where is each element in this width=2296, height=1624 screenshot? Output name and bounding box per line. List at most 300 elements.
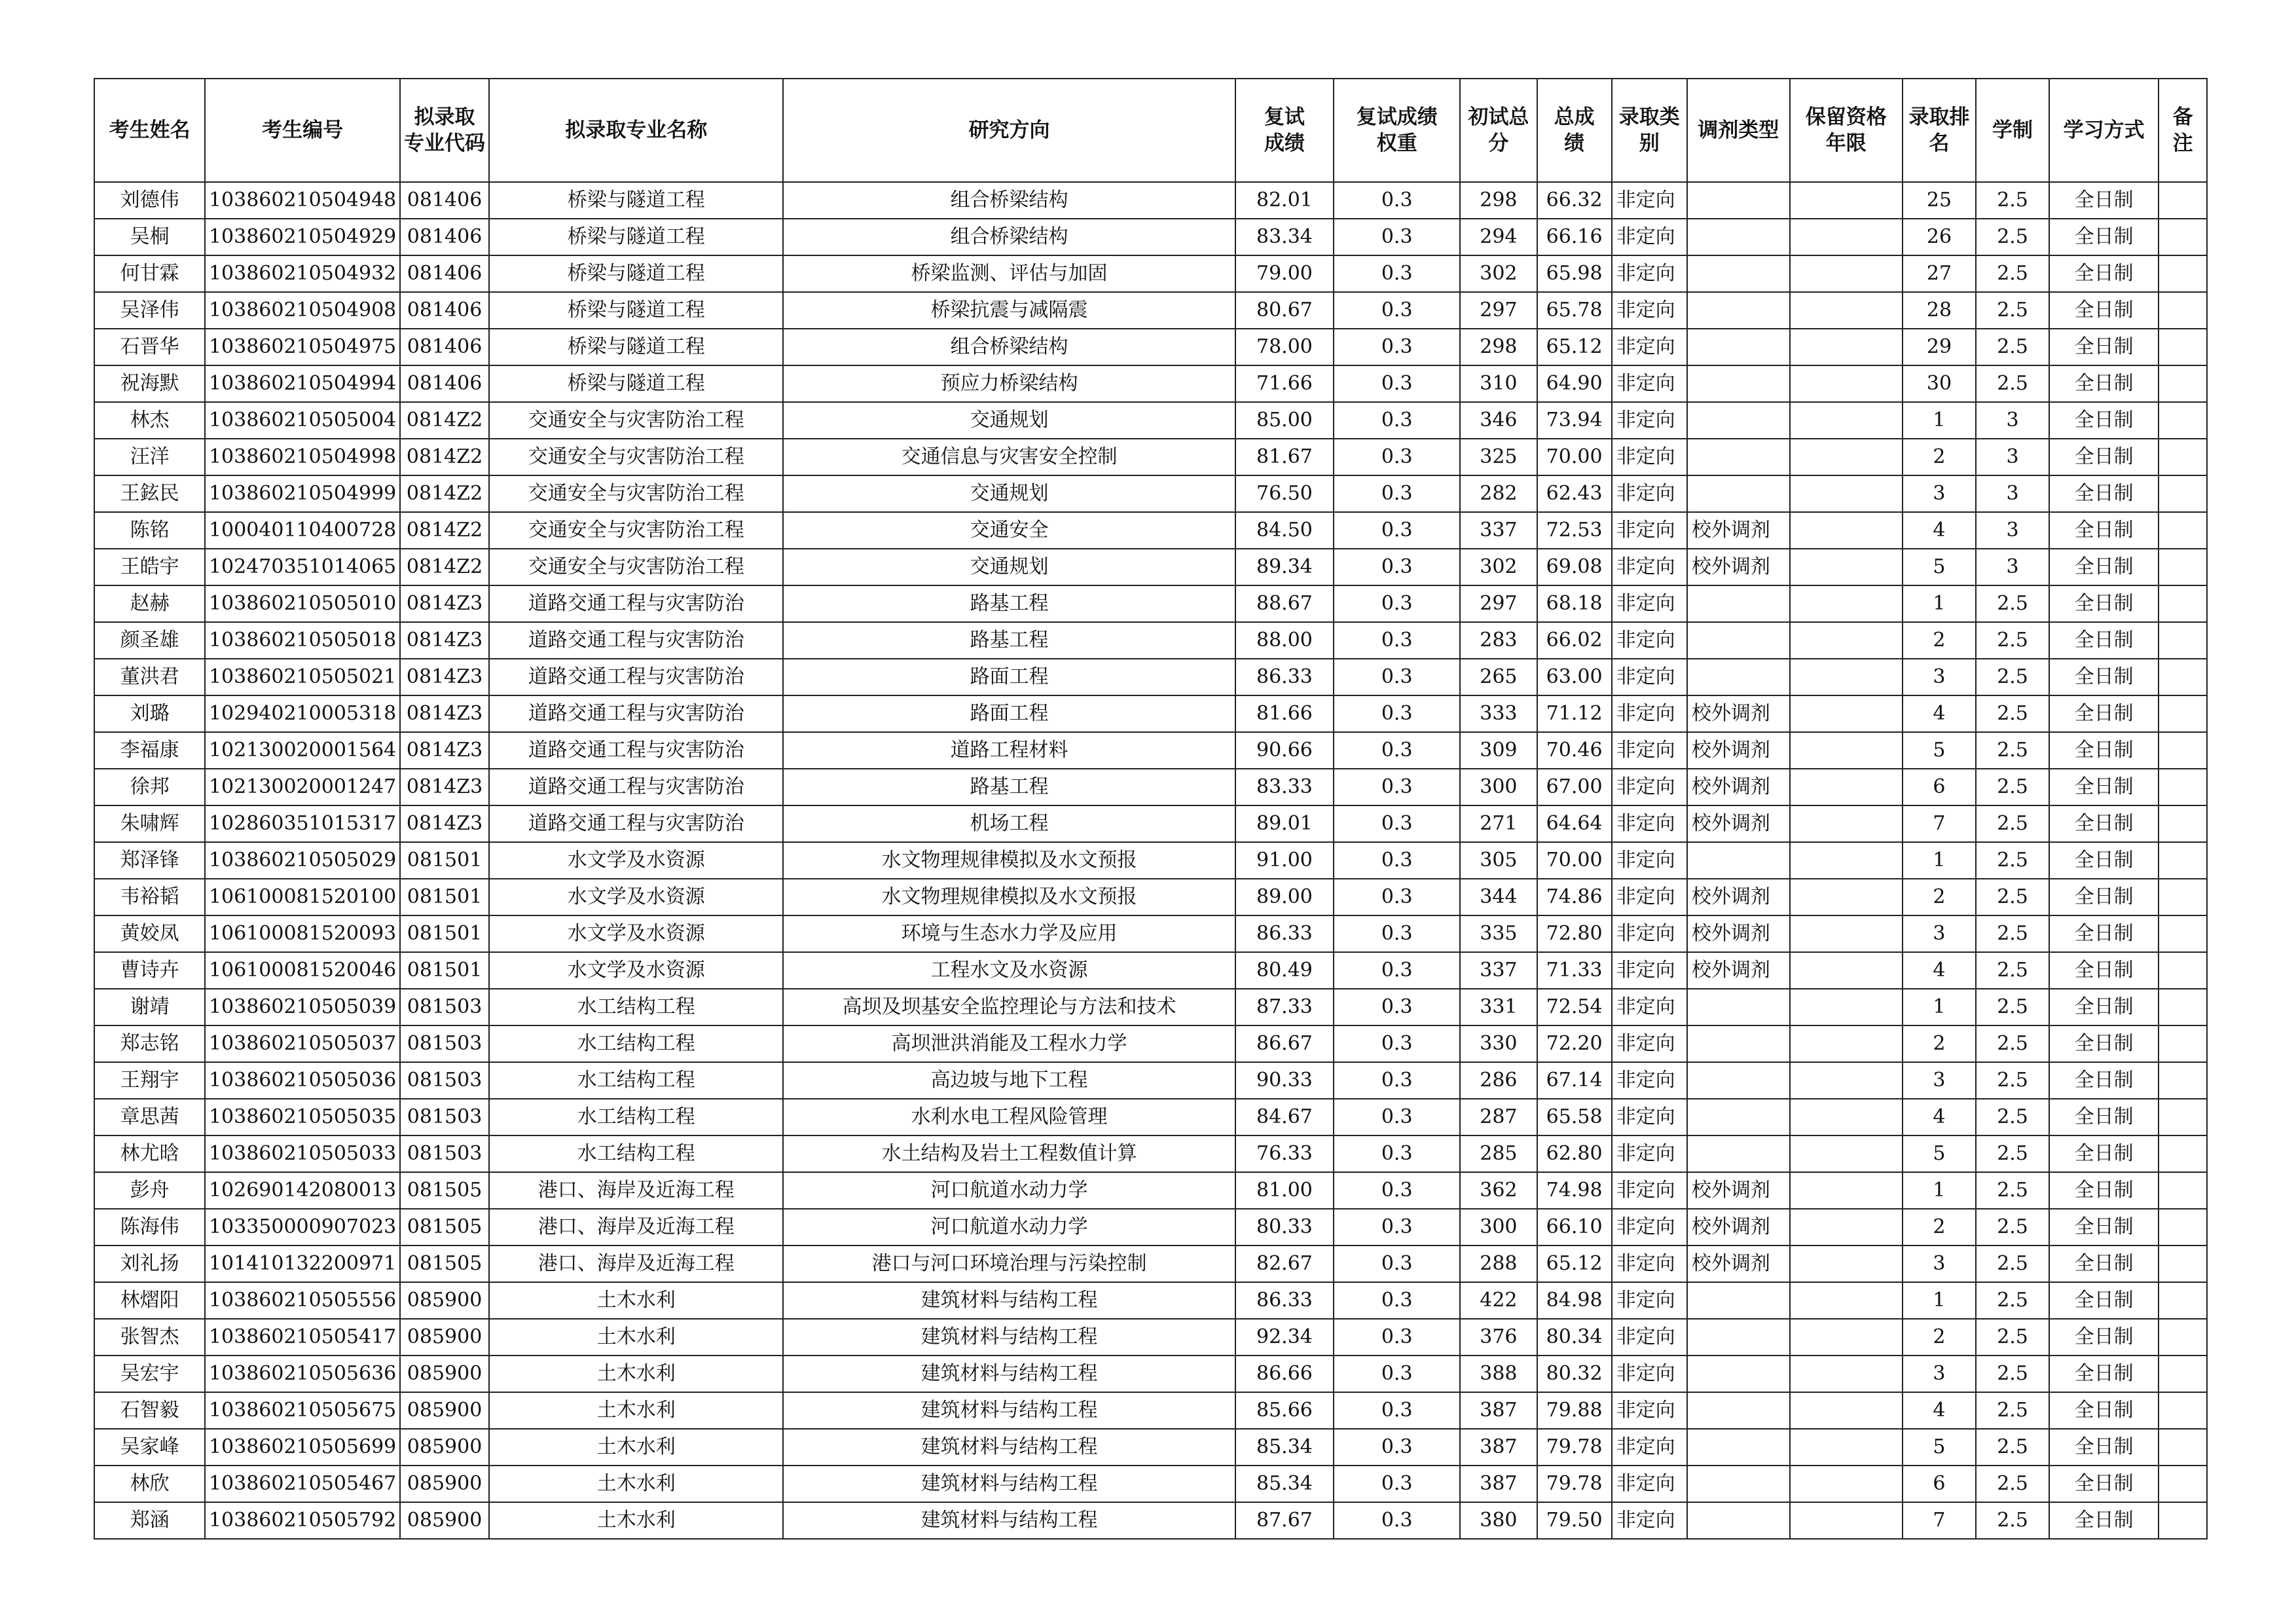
table-cell: 87.33 <box>1235 989 1334 1025</box>
table-cell: 081406 <box>400 292 489 329</box>
table-cell: 325 <box>1460 439 1537 475</box>
table-cell <box>1687 1062 1790 1099</box>
table-cell: 330 <box>1460 1025 1537 1062</box>
table-cell: 0.3 <box>1334 989 1460 1025</box>
table-cell <box>1687 365 1790 402</box>
table-cell: 081503 <box>400 1099 489 1135</box>
table-cell: 全日制 <box>2049 512 2159 549</box>
table-cell <box>1790 1392 1903 1429</box>
table-cell: 0.3 <box>1334 879 1460 915</box>
table-cell: 土木水利 <box>489 1356 783 1392</box>
table-cell <box>1790 842 1903 879</box>
table-cell: 101410132200971 <box>205 1246 400 1282</box>
table-cell: 1 <box>1903 585 1976 622</box>
table-cell: 校外调剂 <box>1687 805 1790 842</box>
table-cell: 非定向 <box>1612 732 1687 769</box>
table-cell <box>1790 915 1903 952</box>
table-cell: 4 <box>1903 952 1976 989</box>
table-cell <box>2159 1172 2207 1209</box>
table-cell: 4 <box>1903 1392 1976 1429</box>
table-cell: 89.00 <box>1235 879 1334 915</box>
table-cell: 建筑材料与结构工程 <box>783 1282 1235 1319</box>
table-cell <box>1687 842 1790 879</box>
table-cell: 103350000907023 <box>205 1209 400 1246</box>
table-cell <box>1790 182 1903 219</box>
table-cell: 水土结构及岩土工程数值计算 <box>783 1135 1235 1172</box>
table-cell <box>1687 1319 1790 1356</box>
table-cell: 288 <box>1460 1246 1537 1282</box>
table-row <box>94 1429 2207 1466</box>
table-cell <box>2159 732 2207 769</box>
table-cell <box>2159 182 2207 219</box>
table-cell: 建筑材料与结构工程 <box>783 1466 1235 1502</box>
table-cell: 69.08 <box>1537 549 1612 585</box>
table-cell: 1 <box>1903 1282 1976 1319</box>
table-cell: 5 <box>1903 1429 1976 1466</box>
table-cell: 88.67 <box>1235 585 1334 622</box>
table-cell: 103860210505036 <box>205 1062 400 1099</box>
table-cell: 0814Z2 <box>400 402 489 439</box>
table-cell: 全日制 <box>2049 915 2159 952</box>
table-cell: 0.3 <box>1334 512 1460 549</box>
table-cell: 3 <box>1976 402 2049 439</box>
table-row <box>94 1025 2207 1062</box>
table-cell: 081406 <box>400 255 489 292</box>
table-cell: 道路交通工程与灾害防治 <box>489 695 783 732</box>
table-cell: 机场工程 <box>783 805 1235 842</box>
table-cell <box>1790 659 1903 695</box>
table-cell: 5 <box>1903 1135 1976 1172</box>
table-cell <box>1687 585 1790 622</box>
table-cell: 非定向 <box>1612 365 1687 402</box>
table-cell: 郑泽锋 <box>94 842 205 879</box>
table-cell <box>1790 732 1903 769</box>
table-cell: 103860210505039 <box>205 989 400 1025</box>
table-cell: 非定向 <box>1612 1319 1687 1356</box>
table-cell: 水文学及水资源 <box>489 842 783 879</box>
table-cell: 103860210504998 <box>205 439 400 475</box>
table-cell <box>1687 622 1790 659</box>
table-cell: 68.18 <box>1537 585 1612 622</box>
table-cell: 3 <box>1976 512 2049 549</box>
table-cell: 全日制 <box>2049 219 2159 255</box>
table-cell <box>1790 1282 1903 1319</box>
table-cell: 88.00 <box>1235 622 1334 659</box>
table-cell: 085900 <box>400 1392 489 1429</box>
table-cell: 校外调剂 <box>1687 549 1790 585</box>
table-cell: 校外调剂 <box>1687 1246 1790 1282</box>
table-cell: 校外调剂 <box>1687 512 1790 549</box>
table-cell: 路基工程 <box>783 585 1235 622</box>
table-cell: 0.3 <box>1334 805 1460 842</box>
table-cell: 非定向 <box>1612 805 1687 842</box>
table-cell: 非定向 <box>1612 659 1687 695</box>
table-cell: 66.16 <box>1537 219 1612 255</box>
table-cell: 103860210504929 <box>205 219 400 255</box>
table-cell: 交通安全与灾害防治工程 <box>489 475 783 512</box>
table-cell: 66.10 <box>1537 1209 1612 1246</box>
table-cell: 103860210505021 <box>205 659 400 695</box>
table-cell: 校外调剂 <box>1687 695 1790 732</box>
table-cell: 0814Z2 <box>400 439 489 475</box>
column-header: 研究方向 <box>783 79 1235 182</box>
table-cell: 0.3 <box>1334 585 1460 622</box>
column-header: 保留资格 年限 <box>1790 79 1903 182</box>
table-cell: 76.50 <box>1235 475 1334 512</box>
table-cell: 0.3 <box>1334 769 1460 805</box>
table-cell: 103860210504908 <box>205 292 400 329</box>
table-cell: 106100081520046 <box>205 952 400 989</box>
table-cell: 3 <box>1903 659 1976 695</box>
table-cell: 302 <box>1460 255 1537 292</box>
table-cell: 0.3 <box>1334 1099 1460 1135</box>
table-cell: 74.86 <box>1537 879 1612 915</box>
table-cell: 0.3 <box>1334 1209 1460 1246</box>
table-cell: 水文学及水资源 <box>489 915 783 952</box>
table-cell: 081406 <box>400 329 489 365</box>
table-cell: 103860210504948 <box>205 182 400 219</box>
table-cell <box>2159 659 2207 695</box>
column-header: 拟录取专业名称 <box>489 79 783 182</box>
table-cell: 水工结构工程 <box>489 1135 783 1172</box>
table-row <box>94 989 2207 1025</box>
table-cell: 郑志铭 <box>94 1025 205 1062</box>
table-cell: 72.53 <box>1537 512 1612 549</box>
table-cell: 103860210505004 <box>205 402 400 439</box>
table-cell <box>2159 915 2207 952</box>
table-cell: 0814Z3 <box>400 805 489 842</box>
table-cell: 081503 <box>400 1062 489 1099</box>
table-cell: 全日制 <box>2049 365 2159 402</box>
table-cell: 水工结构工程 <box>489 1062 783 1099</box>
table-cell: 0.3 <box>1334 1429 1460 1466</box>
table-cell: 70.00 <box>1537 842 1612 879</box>
table-cell: 344 <box>1460 879 1537 915</box>
table-row <box>94 1062 2207 1099</box>
table-cell: 085900 <box>400 1356 489 1392</box>
table-cell: 71.66 <box>1235 365 1334 402</box>
table-cell: 2.5 <box>1976 989 2049 1025</box>
table-cell: 102860351015317 <box>205 805 400 842</box>
table-cell: 校外调剂 <box>1687 915 1790 952</box>
table-cell: 全日制 <box>2049 402 2159 439</box>
table-row <box>94 695 2207 732</box>
table-cell <box>1790 952 1903 989</box>
table-cell: 非定向 <box>1612 915 1687 952</box>
table-cell <box>1687 475 1790 512</box>
table-cell: 103860210504932 <box>205 255 400 292</box>
table-cell: 1 <box>1903 842 1976 879</box>
table-cell: 高坝泄洪消能及工程水力学 <box>783 1025 1235 1062</box>
table-cell: 102130020001564 <box>205 732 400 769</box>
table-cell <box>2159 1282 2207 1319</box>
table-cell: 62.80 <box>1537 1135 1612 1172</box>
table-cell: 80.49 <box>1235 952 1334 989</box>
table-cell: 全日制 <box>2049 439 2159 475</box>
table-cell: 非定向 <box>1612 182 1687 219</box>
table-cell: 081406 <box>400 219 489 255</box>
table-cell: 310 <box>1460 365 1537 402</box>
table-cell: 高边坡与地下工程 <box>783 1062 1235 1099</box>
table-cell: 0.3 <box>1334 1172 1460 1209</box>
table-cell: 吴桐 <box>94 219 205 255</box>
table-cell: 全日制 <box>2049 1172 2159 1209</box>
table-cell: 2.5 <box>1976 365 2049 402</box>
table-cell: 27 <box>1903 255 1976 292</box>
table-cell: 3 <box>1903 1356 1976 1392</box>
table-cell: 103860210505033 <box>205 1135 400 1172</box>
table-cell: 全日制 <box>2049 1392 2159 1429</box>
table-cell <box>2159 1466 2207 1502</box>
table-cell: 65.98 <box>1537 255 1612 292</box>
table-cell: 路基工程 <box>783 769 1235 805</box>
table-cell: 65.12 <box>1537 1246 1612 1282</box>
table-cell: 103860210505675 <box>205 1392 400 1429</box>
table-cell: 道路交通工程与灾害防治 <box>489 769 783 805</box>
table-cell: 非定向 <box>1612 439 1687 475</box>
table-cell: 67.00 <box>1537 769 1612 805</box>
table-cell: 085900 <box>400 1282 489 1319</box>
table-cell: 0.3 <box>1334 659 1460 695</box>
table-cell: 085900 <box>400 1319 489 1356</box>
table-cell: 80.67 <box>1235 292 1334 329</box>
table-cell: 道路交通工程与灾害防治 <box>489 805 783 842</box>
table-cell: 2.5 <box>1976 1025 2049 1062</box>
table-cell: 桥梁监测、评估与加固 <box>783 255 1235 292</box>
table-cell <box>1790 329 1903 365</box>
table-cell: 非定向 <box>1612 1025 1687 1062</box>
table-cell: 交通安全与灾害防治工程 <box>489 512 783 549</box>
table-cell <box>1790 402 1903 439</box>
table-cell: 祝海默 <box>94 365 205 402</box>
table-cell: 全日制 <box>2049 695 2159 732</box>
table-cell: 刘璐 <box>94 695 205 732</box>
table-cell: 非定向 <box>1612 219 1687 255</box>
table-cell: 0.3 <box>1334 1135 1460 1172</box>
table-cell: 84.98 <box>1537 1282 1612 1319</box>
table-cell: 全日制 <box>2049 805 2159 842</box>
table-cell: 0.3 <box>1334 1319 1460 1356</box>
table-cell: 0814Z2 <box>400 512 489 549</box>
table-cell: 全日制 <box>2049 659 2159 695</box>
table-cell: 谢靖 <box>94 989 205 1025</box>
table-cell: 102940210005318 <box>205 695 400 732</box>
table-cell: 1 <box>1903 1172 1976 1209</box>
table-cell: 29 <box>1903 329 1976 365</box>
table-cell: 081505 <box>400 1209 489 1246</box>
table-cell: 非定向 <box>1612 329 1687 365</box>
table-cell: 6 <box>1903 769 1976 805</box>
table-cell: 2.5 <box>1976 1135 2049 1172</box>
column-header: 调剂类型 <box>1687 79 1790 182</box>
table-cell: 全日制 <box>2049 1246 2159 1282</box>
table-cell <box>1687 659 1790 695</box>
table-cell: 4 <box>1903 1099 1976 1135</box>
table-cell: 非定向 <box>1612 769 1687 805</box>
table-cell: 全日制 <box>2049 292 2159 329</box>
table-row <box>94 622 2207 659</box>
table-cell: 91.00 <box>1235 842 1334 879</box>
table-cell: 2.5 <box>1976 695 2049 732</box>
table-cell: 285 <box>1460 1135 1537 1172</box>
table-row <box>94 1392 2207 1429</box>
table-cell: 组合桥梁结构 <box>783 329 1235 365</box>
column-header: 备 注 <box>2159 79 2207 182</box>
column-header: 复试成绩 权重 <box>1334 79 1460 182</box>
table-cell: 全日制 <box>2049 952 2159 989</box>
table-cell <box>1790 989 1903 1025</box>
table-cell: 380 <box>1460 1502 1537 1539</box>
table-cell: 346 <box>1460 402 1537 439</box>
table-cell <box>1687 292 1790 329</box>
table-cell: 62.43 <box>1537 475 1612 512</box>
table-cell: 0.3 <box>1334 549 1460 585</box>
table-cell <box>2159 1025 2207 1062</box>
table-cell: 335 <box>1460 915 1537 952</box>
table-cell <box>2159 1246 2207 1282</box>
table-cell: 387 <box>1460 1429 1537 1466</box>
table-cell: 道路工程材料 <box>783 732 1235 769</box>
table-row <box>94 1209 2207 1246</box>
table-cell: 桥梁抗震与减隔震 <box>783 292 1235 329</box>
table-cell: 80.33 <box>1235 1209 1334 1246</box>
table-cell: 83.34 <box>1235 219 1334 255</box>
table-cell: 非定向 <box>1612 255 1687 292</box>
table-cell <box>1687 402 1790 439</box>
table-cell <box>1790 1502 1903 1539</box>
table-cell: 81.67 <box>1235 439 1334 475</box>
table-cell: 86.66 <box>1235 1356 1334 1392</box>
table-cell: 2.5 <box>1976 1062 2049 1099</box>
table-cell <box>1687 255 1790 292</box>
table-cell: 水利水电工程风险管理 <box>783 1099 1235 1135</box>
table-cell: 2.5 <box>1976 1246 2049 1282</box>
table-cell <box>1790 549 1903 585</box>
table-cell: 建筑材料与结构工程 <box>783 1356 1235 1392</box>
table-cell: 0814Z3 <box>400 695 489 732</box>
table-cell: 黄姣凤 <box>94 915 205 952</box>
table-cell: 林杰 <box>94 402 205 439</box>
table-cell: 081505 <box>400 1172 489 1209</box>
table-cell: 林尤晗 <box>94 1135 205 1172</box>
table-cell: 79.88 <box>1537 1392 1612 1429</box>
table-cell: 74.98 <box>1537 1172 1612 1209</box>
table-cell: 0.3 <box>1334 915 1460 952</box>
table-cell: 100040110400728 <box>205 512 400 549</box>
table-cell: 265 <box>1460 659 1537 695</box>
table-cell <box>2159 1429 2207 1466</box>
table-cell <box>1687 1282 1790 1319</box>
table-cell: 3 <box>1976 439 2049 475</box>
table-cell: 全日制 <box>2049 842 2159 879</box>
table-cell: 0.3 <box>1334 1466 1460 1502</box>
table-cell: 3 <box>1976 475 2049 512</box>
table-cell: 103860210505636 <box>205 1356 400 1392</box>
table-cell: 非定向 <box>1612 989 1687 1025</box>
table-cell: 河口航道水动力学 <box>783 1209 1235 1246</box>
table-cell: 86.33 <box>1235 915 1334 952</box>
table-cell: 6 <box>1903 1466 1976 1502</box>
table-cell: 路基工程 <box>783 622 1235 659</box>
table-cell: 校外调剂 <box>1687 769 1790 805</box>
column-header: 学习方式 <box>2049 79 2159 182</box>
table-cell: 081406 <box>400 365 489 402</box>
table-row <box>94 1246 2207 1282</box>
table-row <box>94 329 2207 365</box>
table-cell: 85.00 <box>1235 402 1334 439</box>
table-cell: 0.3 <box>1334 1282 1460 1319</box>
table-cell: 4 <box>1903 512 1976 549</box>
table-cell: 79.78 <box>1537 1429 1612 1466</box>
table-cell: 0.3 <box>1334 365 1460 402</box>
table-cell: 颜圣雄 <box>94 622 205 659</box>
table-cell: 非定向 <box>1612 1099 1687 1135</box>
table-cell: 337 <box>1460 952 1537 989</box>
table-cell: 085900 <box>400 1502 489 1539</box>
table-cell: 桥梁与隧道工程 <box>489 182 783 219</box>
table-cell: 67.14 <box>1537 1062 1612 1099</box>
table-cell: 0814Z3 <box>400 622 489 659</box>
table-cell: 非定向 <box>1612 1246 1687 1282</box>
table-cell: 102470351014065 <box>205 549 400 585</box>
table-cell: 085900 <box>400 1466 489 1502</box>
table-cell: 李福康 <box>94 732 205 769</box>
table-cell: 0814Z2 <box>400 475 489 512</box>
table-cell <box>2159 1209 2207 1246</box>
table-cell: 0814Z3 <box>400 659 489 695</box>
table-cell: 石晋华 <box>94 329 205 365</box>
table-cell: 非定向 <box>1612 1502 1687 1539</box>
table-cell: 64.64 <box>1537 805 1612 842</box>
table-cell: 交通安全与灾害防治工程 <box>489 439 783 475</box>
table-cell <box>2159 952 2207 989</box>
table-cell <box>1790 1062 1903 1099</box>
table-cell: 80.32 <box>1537 1356 1612 1392</box>
table-cell: 86.67 <box>1235 1025 1334 1062</box>
table-cell: 300 <box>1460 1209 1537 1246</box>
table-cell: 非定向 <box>1612 475 1687 512</box>
table-cell: 2 <box>1903 879 1976 915</box>
table-cell: 道路交通工程与灾害防治 <box>489 659 783 695</box>
table-row <box>94 1502 2207 1539</box>
table-cell: 81.66 <box>1235 695 1334 732</box>
table-cell: 环境与生态水力学及应用 <box>783 915 1235 952</box>
table-cell: 2 <box>1903 622 1976 659</box>
table-row <box>94 1282 2207 1319</box>
table-row <box>94 549 2207 585</box>
table-cell: 5 <box>1903 549 1976 585</box>
table-cell <box>1790 622 1903 659</box>
table-row <box>94 365 2207 402</box>
table-cell: 2.5 <box>1976 1466 2049 1502</box>
table-cell: 非定向 <box>1612 1392 1687 1429</box>
table-cell: 2.5 <box>1976 219 2049 255</box>
table-cell: 102690142080013 <box>205 1172 400 1209</box>
table-cell: 交通安全与灾害防治工程 <box>489 402 783 439</box>
table-cell: 桥梁与隧道工程 <box>489 292 783 329</box>
table-cell: 石智毅 <box>94 1392 205 1429</box>
table-row <box>94 475 2207 512</box>
table-cell <box>2159 292 2207 329</box>
table-cell: 全日制 <box>2049 879 2159 915</box>
table-cell <box>1687 182 1790 219</box>
table-cell <box>1790 292 1903 329</box>
table-cell: 287 <box>1460 1099 1537 1135</box>
table-cell: 2.5 <box>1976 659 2049 695</box>
table-cell: 赵赫 <box>94 585 205 622</box>
table-cell: 86.33 <box>1235 1282 1334 1319</box>
table-row <box>94 512 2207 549</box>
